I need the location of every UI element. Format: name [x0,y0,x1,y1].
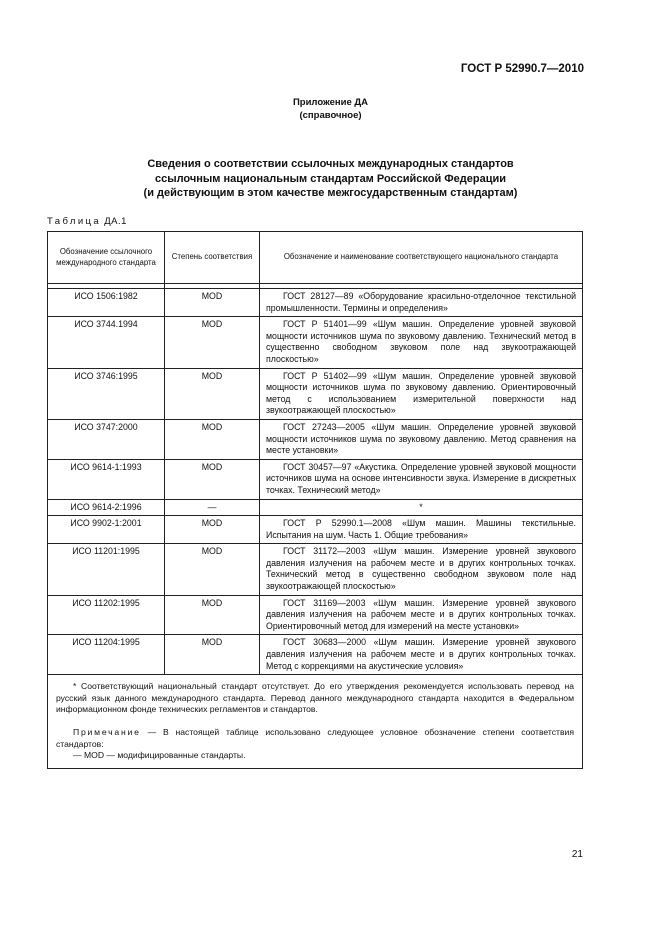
cell-degree: MOD [165,419,260,459]
national-standard-text: ГОСТ 31169—2003 «Шум машин. Измерение уровней звукового давления излучения на рабочем месте и в других контрольных точках. Ориентировочный метод для измерений на месте установки» [266,597,576,631]
appendix-heading [0,96,661,122]
table-label [47,216,127,227]
cell-intl-standard: ИСО 9614-1:1993 [48,459,165,499]
cell-national-standard [260,635,583,675]
cell-intl-standard: ИСО 11201:1995 [48,544,165,595]
standard-code: ГОСТ Р 52990.7—2010 [460,63,584,75]
appendix-kind: (справочное) [299,110,362,121]
cell-degree: MOD [165,289,260,317]
correspondence-table [47,231,583,769]
cell-intl-standard: ИСО 3747:2000 [48,419,165,459]
title-line: (и действующим в этом качестве межгосударственным стандартам) [143,187,518,199]
cell-degree: MOD [165,368,260,419]
table-row [48,499,583,516]
cell-national-standard [260,368,583,419]
table-row [48,595,583,635]
note-item: — MOD — модифицированные стандарты. [73,750,246,761]
table-row [48,289,583,317]
cell-degree: MOD [165,635,260,675]
appendix-label: Приложение ДА [292,97,369,108]
table-label-number: ДА.1 [101,216,127,227]
table-row [48,317,583,368]
national-standard-text: ГОСТ 30683—2000 «Шум машин. Измерение уровней звукового давления излучения на рабочем месте и в других контрольных точках. Метод с коррекциями на акустические условия» [266,637,576,671]
cell-degree: — [165,499,260,516]
cell-degree: MOD [165,595,260,635]
note-label: Примечание [73,727,141,737]
table-footer-row [48,675,583,769]
cell-national-standard [260,516,583,544]
national-standard-text: ГОСТ Р 51402—99 «Шум машин. Определение уровней звуковой мощности источников шума по звуковому давлению. Ориентировочный метод с использованием измерительной поверхности над звукоотражающей плоскостью» [266,370,576,416]
cell-intl-standard: ИСО 9902-1:2001 [48,516,165,544]
cell-national-standard: * [260,499,583,516]
national-standard-text: ГОСТ 31172—2003 «Шум машин. Измерение уровней звукового давления излучения на рабочем месте и в других контрольных точках. Технический метод в существенно свободном звуковом поле над звукоотражающей плоскостью» [266,546,576,592]
table-row [48,516,583,544]
table-header-row [48,232,583,284]
cell-intl-standard: ИСО 11204:1995 [48,635,165,675]
national-standard-text: ГОСТ Р 52990.1—2008 «Шум машин. Машины текстильные. Испытания на шум. Часть 1. Общие требования» [266,518,576,540]
table-label-prefix: Таблица [47,216,102,227]
header-intl-standard: Обозначение ссылочного международного стандарта [48,232,165,284]
title-line: ссылочным национальным стандартам Российской Федерации [154,172,507,185]
title-line: Сведения о соответствии ссылочных международных стандартов [147,158,514,170]
document-title [0,157,661,201]
cell-national-standard [260,544,583,595]
cell-intl-standard: ИСО 1506:1982 [48,289,165,317]
table-row [48,368,583,419]
cell-degree: MOD [165,544,260,595]
cell-intl-standard: ИСО 3744.1994 [48,317,165,368]
note [56,727,574,750]
cell-intl-standard: ИСО 3746:1995 [48,368,165,419]
cell-intl-standard: ИСО 9614-2:1996 [48,499,165,516]
cell-degree: MOD [165,516,260,544]
national-standard-text: ГОСТ 30457—97 «Акустика. Определение уровней звуковой мощности источников шума на основе интенсивности звука. Измерение в дискретных точках. Технический метод» [266,461,576,495]
header-national-standard: Обозначение и наименование соответствующего национального стандарта [260,232,583,284]
table-footer [48,675,583,769]
table-row [48,635,583,675]
table-row [48,419,583,459]
cell-intl-standard: ИСО 11202:1995 [48,595,165,635]
cell-national-standard [260,289,583,317]
national-standard-text: ГОСТ 27243—2005 «Шум машин. Определение уровней звуковой мощности источников шума по звуковому давлению. Метод сравнения на месте установки» [266,421,576,456]
note-text: — В настоящей таблице использовано следующее условное обозначение степени соответствия стандартов: [56,727,574,749]
cell-national-standard [260,419,583,459]
cell-national-standard [260,595,583,635]
footnote: * Соответствующий национальный стандарт отсутствует. До его утверждения рекомендуется использовать перевод на русский язык данного международного стандарта. Перевод данного международного стандарта находится в Федеральном информационном фонде технических регламентов и стандартов. [56,681,574,715]
page-number: 21 [571,849,583,860]
cell-degree: MOD [165,317,260,368]
cell-national-standard [260,317,583,368]
national-standard-text: ГОСТ Р 51401—99 «Шум машин. Определение уровней звуковой мощности источников шума по звуковому давлению. Технический метод в существенно свободном звуковом поле над звукоотражающей плоскостью» [266,319,576,364]
national-standard-text: ГОСТ 28127—89 «Оборудование красильно-отделочное текстильной промышленности. Термины и определения» [266,291,576,313]
cell-degree: MOD [165,459,260,499]
cell-national-standard [260,459,583,499]
header-degree: Степень соответствия [165,232,260,284]
table-row [48,544,583,595]
table-row [48,459,583,499]
